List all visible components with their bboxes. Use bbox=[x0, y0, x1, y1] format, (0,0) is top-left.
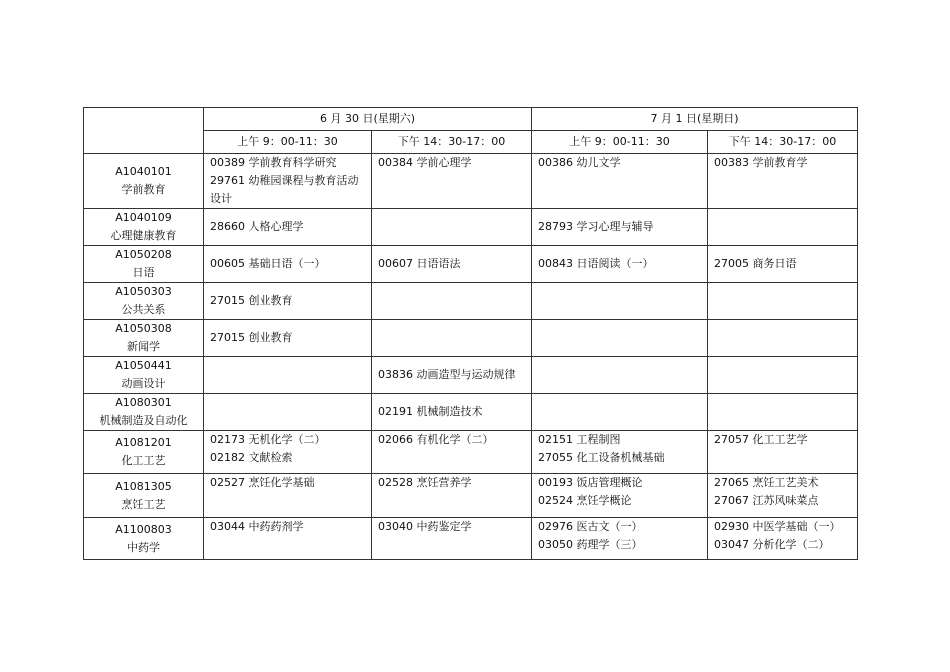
day1-pm-header: 下午 14：30-17：00 bbox=[372, 131, 532, 154]
table-row bbox=[84, 394, 858, 431]
d2pm-cell bbox=[708, 474, 858, 518]
d2am-cell bbox=[532, 474, 708, 518]
exam-item: 03044 中药药剂学 bbox=[210, 520, 304, 533]
exam-item: 00193 饭店管理概论 bbox=[538, 476, 643, 489]
major-code: A1040101 bbox=[115, 165, 172, 178]
major-code: A1040109 bbox=[115, 211, 172, 224]
major-code: A1050441 bbox=[115, 359, 172, 372]
d1pm-cell bbox=[372, 154, 532, 209]
exam-item: 27005 商务日语 bbox=[714, 257, 797, 270]
day1-am-header: 上午 9：00-11：30 bbox=[204, 131, 372, 154]
table-row bbox=[84, 246, 858, 283]
d2pm-cell bbox=[708, 320, 858, 357]
d2pm-cell bbox=[708, 246, 858, 283]
d2am-cell bbox=[532, 357, 708, 394]
exam-item: 27067 江苏风味菜点 bbox=[714, 494, 819, 507]
table-row bbox=[84, 154, 858, 209]
exam-item: 27015 创业教育 bbox=[210, 331, 293, 344]
exam-item: 03047 分析化学（二） bbox=[714, 538, 830, 551]
day1-header: 6 月 30 日(星期六) bbox=[204, 108, 532, 131]
table-row bbox=[84, 474, 858, 518]
major-code: A1050308 bbox=[115, 322, 172, 335]
d2am-cell bbox=[532, 320, 708, 357]
exam-item: 00383 学前教育学 bbox=[714, 156, 808, 169]
d2pm-cell bbox=[708, 154, 858, 209]
d1pm-cell bbox=[372, 246, 532, 283]
exam-item: 28793 学习心理与辅导 bbox=[538, 220, 654, 233]
d1pm-cell bbox=[372, 357, 532, 394]
table-row bbox=[84, 320, 858, 357]
major-name: 化工工艺 bbox=[121, 454, 166, 467]
major-cell bbox=[84, 394, 204, 431]
d1am-cell bbox=[204, 474, 372, 518]
exam-item: 27065 烹饪工艺美术 bbox=[714, 476, 819, 489]
exam-item: 02191 机械制造技术 bbox=[378, 405, 483, 418]
d2pm-cell bbox=[708, 283, 858, 320]
d1am-cell bbox=[204, 320, 372, 357]
d1am-cell bbox=[204, 518, 372, 560]
corner-cell bbox=[84, 108, 204, 154]
day2-header: 7 月 1 日(星期日) bbox=[532, 108, 858, 131]
table-row bbox=[84, 357, 858, 394]
d1am-cell bbox=[204, 283, 372, 320]
d2am-cell bbox=[532, 283, 708, 320]
d1am-cell bbox=[204, 154, 372, 209]
d1pm-cell bbox=[372, 474, 532, 518]
exam-item: 02528 烹饪营养学 bbox=[378, 476, 472, 489]
exam-item: 27055 化工设备机械基础 bbox=[538, 451, 665, 464]
d2pm-cell bbox=[708, 518, 858, 560]
major-code: A1100803 bbox=[115, 522, 172, 536]
major-name: 机械制造及自动化 bbox=[99, 414, 188, 427]
major-name: 日语 bbox=[132, 266, 155, 279]
d1pm-cell bbox=[372, 394, 532, 431]
major-cell bbox=[84, 209, 204, 246]
exam-item: 00843 日语阅读（一） bbox=[538, 257, 654, 270]
exam-item: 03836 动画造型与运动规律 bbox=[378, 368, 516, 381]
exam-item: 02151 工程制图 bbox=[538, 433, 621, 446]
d2am-cell bbox=[532, 518, 708, 560]
major-code: A1080301 bbox=[115, 396, 172, 409]
d1pm-cell bbox=[372, 518, 532, 560]
table-row bbox=[84, 209, 858, 246]
exam-item: 27015 创业教育 bbox=[210, 294, 293, 307]
exam-item: 02066 有机化学（二） bbox=[378, 433, 494, 446]
exam-item: 设计 bbox=[210, 192, 232, 205]
major-cell bbox=[84, 320, 204, 357]
major-name: 中药学 bbox=[127, 540, 160, 554]
exam-item: 27057 化工工艺学 bbox=[714, 433, 808, 446]
day2-pm-header: 下午 14：30-17：00 bbox=[708, 131, 858, 154]
table-row bbox=[84, 283, 858, 320]
major-name: 心理健康教育 bbox=[110, 229, 177, 242]
exam-item: 02182 文献检索 bbox=[210, 451, 293, 464]
d2pm-cell bbox=[708, 394, 858, 431]
d2am-cell bbox=[532, 209, 708, 246]
major-cell bbox=[84, 283, 204, 320]
major-code: A1050208 bbox=[115, 248, 172, 261]
d1am-cell bbox=[204, 431, 372, 474]
exam-item: 00386 幼儿文学 bbox=[538, 156, 621, 169]
table-row bbox=[84, 518, 858, 560]
major-cell bbox=[84, 518, 204, 560]
major-name: 公共关系 bbox=[121, 303, 166, 316]
d2am-cell bbox=[532, 246, 708, 283]
major-name: 新闻学 bbox=[127, 340, 160, 353]
exam-item: 02527 烹饪化学基础 bbox=[210, 476, 315, 489]
major-code: A1050303 bbox=[115, 285, 172, 298]
d2pm-cell bbox=[708, 209, 858, 246]
exam-item: 00605 基础日语（一） bbox=[210, 257, 326, 270]
exam-item: 29761 幼稚园课程与教育活动 bbox=[210, 174, 359, 187]
major-cell bbox=[84, 431, 204, 474]
exam-item: 00389 学前教育科学研究 bbox=[210, 156, 337, 169]
major-code: A1081201 bbox=[115, 436, 172, 449]
major-code: A1081305 bbox=[115, 479, 172, 493]
exam-item: 02524 烹饪学概论 bbox=[538, 494, 632, 507]
d1pm-cell bbox=[372, 320, 532, 357]
d1am-cell bbox=[204, 394, 372, 431]
major-name: 烹饪工艺 bbox=[121, 497, 166, 511]
major-name: 学前教育 bbox=[121, 183, 166, 196]
exam-item: 00384 学前心理学 bbox=[378, 156, 472, 169]
exam-item: 02930 中医学基础（一） bbox=[714, 520, 841, 533]
d2pm-cell bbox=[708, 431, 858, 474]
table-row bbox=[84, 431, 858, 474]
d2am-cell bbox=[532, 154, 708, 209]
d2am-cell bbox=[532, 431, 708, 474]
d1pm-cell bbox=[372, 283, 532, 320]
exam-schedule-table bbox=[83, 107, 858, 560]
day2-am-header: 上午 9：00-11：30 bbox=[532, 131, 708, 154]
exam-item: 00607 日语语法 bbox=[378, 257, 461, 270]
exam-item: 03040 中药鉴定学 bbox=[378, 520, 472, 533]
d1am-cell bbox=[204, 209, 372, 246]
d2pm-cell bbox=[708, 357, 858, 394]
major-cell bbox=[84, 474, 204, 518]
d1am-cell bbox=[204, 246, 372, 283]
exam-item: 02173 无机化学（二） bbox=[210, 433, 326, 446]
major-cell bbox=[84, 246, 204, 283]
d1pm-cell bbox=[372, 431, 532, 474]
exam-item: 28660 人格心理学 bbox=[210, 220, 304, 233]
major-cell bbox=[84, 154, 204, 209]
exam-item: 03050 药理学（三） bbox=[538, 538, 643, 551]
major-cell bbox=[84, 357, 204, 394]
d1pm-cell bbox=[372, 209, 532, 246]
exam-item: 02976 医古文（一） bbox=[538, 520, 643, 533]
d1am-cell bbox=[204, 357, 372, 394]
major-name: 动画设计 bbox=[121, 377, 166, 390]
d2am-cell bbox=[532, 394, 708, 431]
